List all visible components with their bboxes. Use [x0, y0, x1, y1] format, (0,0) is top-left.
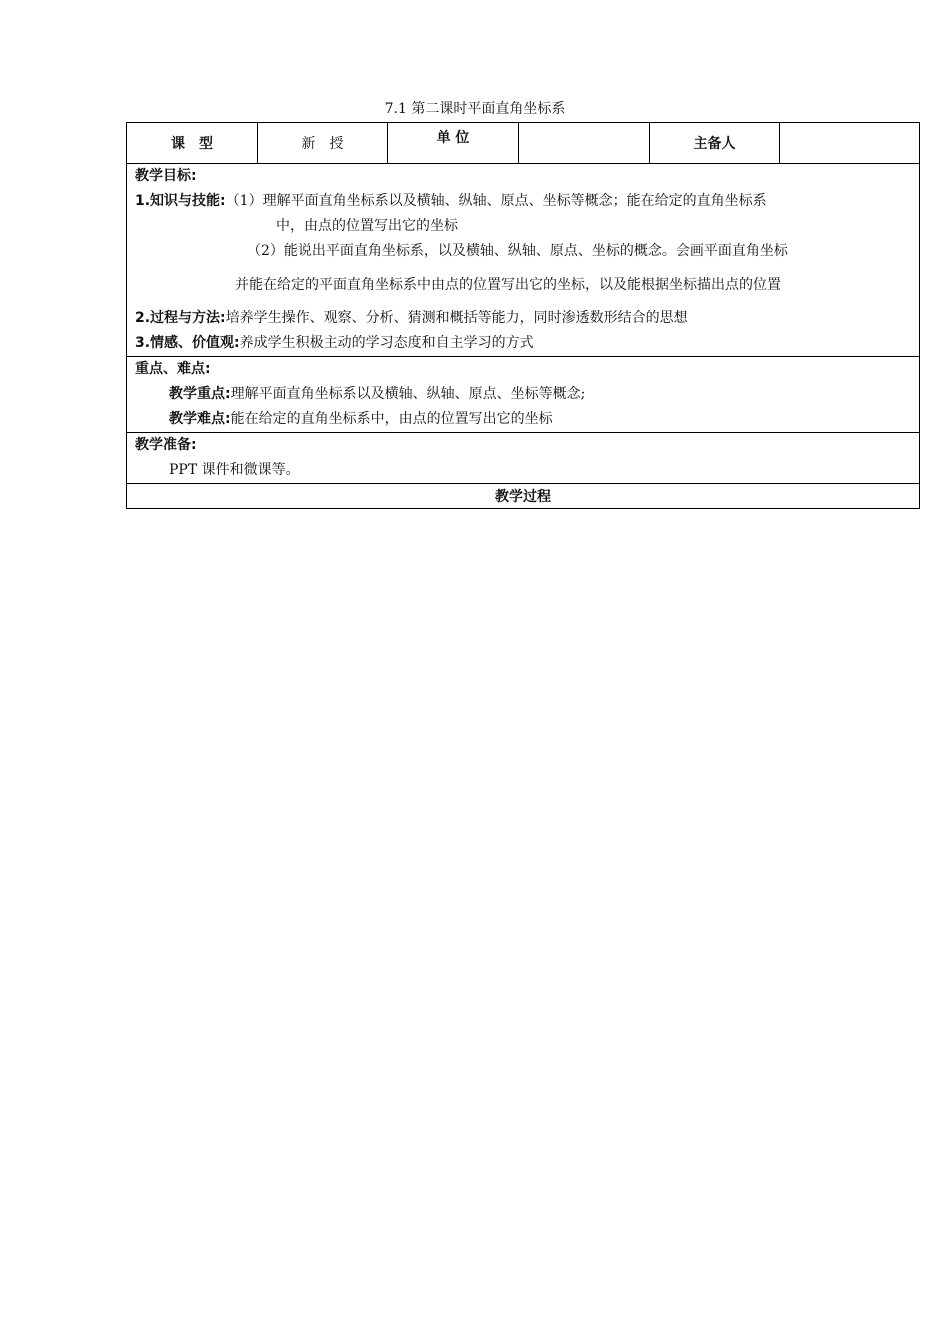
objectives-row: [127, 164, 920, 357]
emotion-text: 养成学生积极主动的学习态度和自主学习的方式: [239, 335, 534, 351]
type-label: 课 型: [127, 123, 258, 164]
knowledge-2b: 并能在给定的平面直角坐标系中由点的位置写出它的坐标，以及能根据坐标描出点的位置: [235, 277, 781, 293]
preparation-heading: 教学准备:: [135, 437, 197, 453]
difficulty-text: 能在给定的直角坐标系中，由点的位置写出它的坐标: [230, 411, 553, 427]
process-text: 培养学生操作、观察、分析、猜测和概括等能力，同时渗透数形结合的思想: [225, 310, 688, 326]
process-heading: 教学过程: [127, 484, 920, 509]
header-row: [127, 123, 920, 164]
key-points-heading: 重点、难点:: [135, 361, 211, 377]
unit-label: 单 位: [388, 123, 519, 164]
difficulty-label: 教学难点:: [169, 411, 231, 427]
key-points-row: [127, 357, 920, 433]
unit-value: [519, 123, 650, 164]
process-line: [135, 306, 911, 331]
knowledge-1b: 中，由点的位置写出它的坐标: [276, 218, 458, 234]
knowledge-line-1: [135, 189, 911, 214]
type-value: 新 授: [258, 123, 388, 164]
focus-label: 教学重点:: [169, 386, 231, 402]
objectives-heading: 教学目标:: [135, 168, 197, 184]
emotion-label: 3.情感、价值观:: [135, 335, 240, 351]
author-value: [780, 123, 920, 164]
preparation-cell: [127, 433, 920, 484]
focus-text: 理解平面直角坐标系以及横轴、纵轴、原点、坐标等概念;: [230, 386, 586, 402]
focus-line: [135, 382, 911, 407]
preparation-text: PPT 课件和微课等。: [169, 462, 300, 478]
process-heading-row: [127, 484, 920, 509]
emotion-line: [135, 331, 911, 356]
knowledge-2a: （2）能说出平面直角坐标系，以及横轴、纵轴、原点、坐标的概念。会画平面直角坐标: [247, 243, 788, 259]
lesson-plan-table: [126, 122, 919, 509]
key-points-cell: [127, 357, 920, 433]
knowledge-1a: （1）理解平面直角坐标系以及横轴、纵轴、原点、坐标等概念；能在给定的直角坐标系: [225, 193, 767, 209]
knowledge-label: 1.知识与技能:: [135, 193, 226, 209]
difficulty-line: [135, 407, 911, 432]
preparation-row: [127, 433, 920, 484]
objectives-cell: [127, 164, 920, 357]
author-label: 主备人: [650, 123, 780, 164]
document-title: 7.1 第二课时平面直角坐标系: [384, 101, 566, 117]
process-label: 2.过程与方法:: [135, 310, 226, 326]
